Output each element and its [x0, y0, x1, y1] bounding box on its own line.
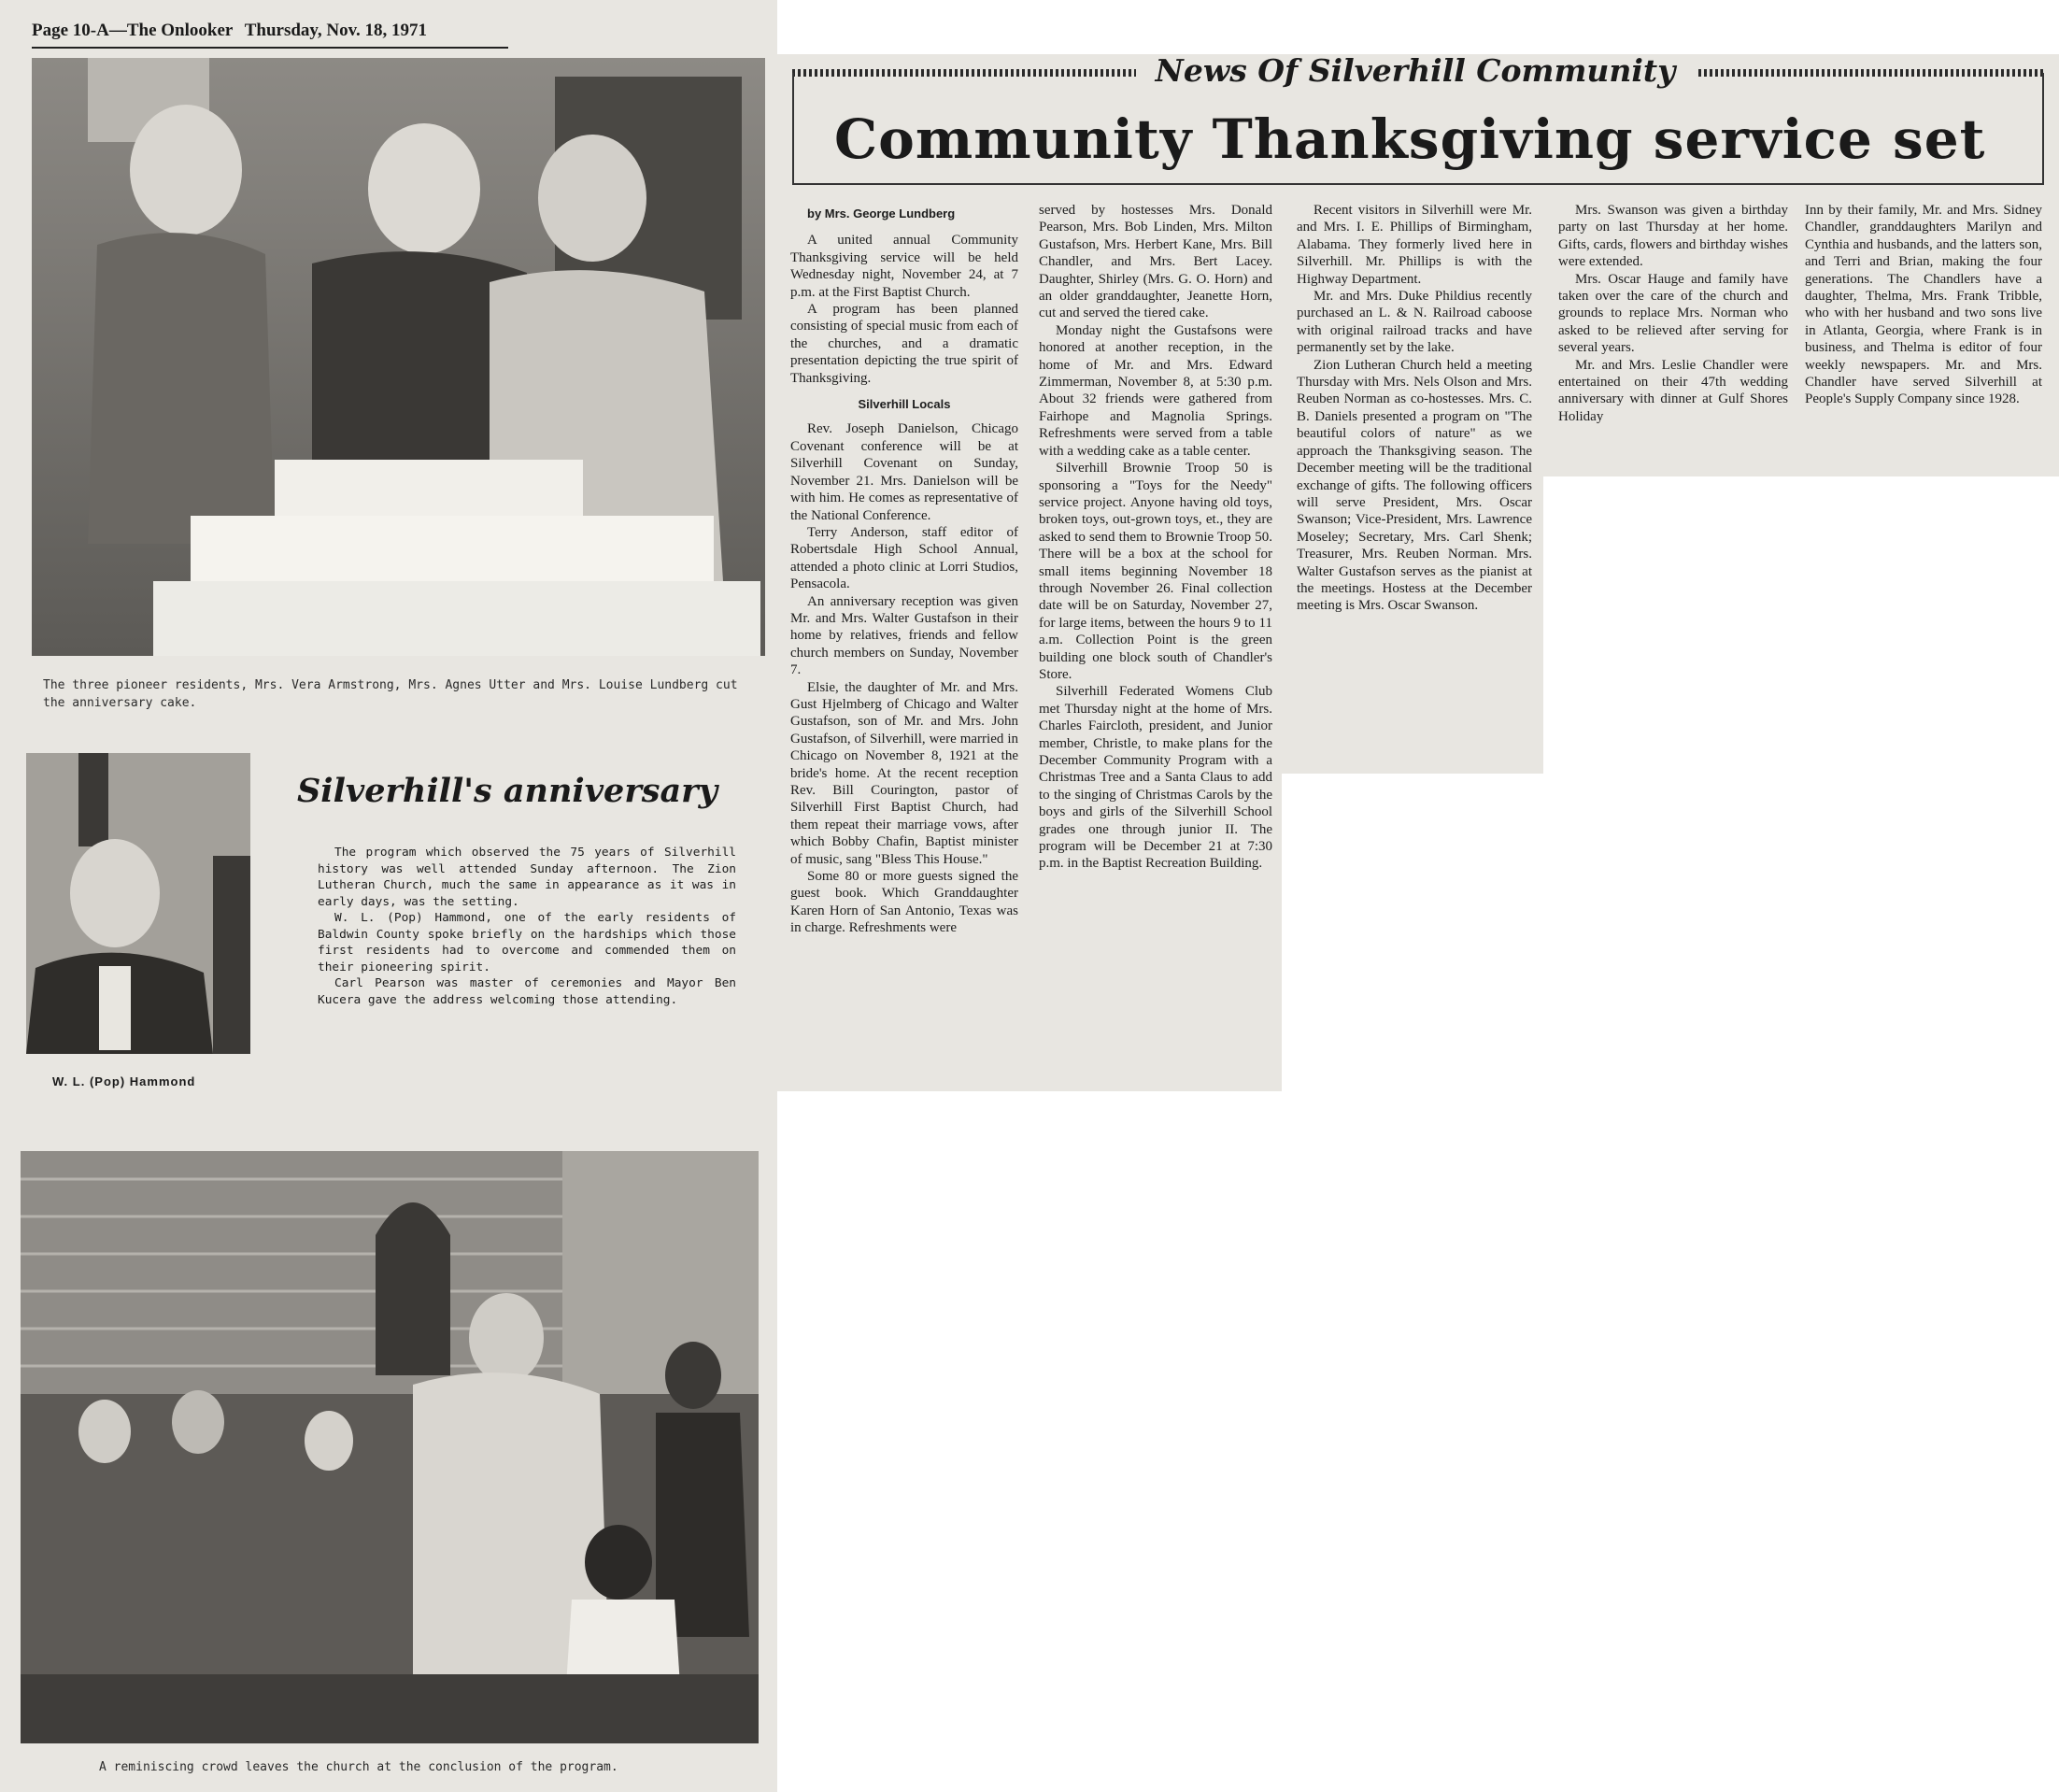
article-column-4: [1558, 202, 1788, 425]
page-number: Page 10-A: [32, 21, 109, 40]
subhead-locals: Silverhill Locals: [858, 397, 951, 412]
article-paragraph: Silverhill Federated Womens Club met Thursday night at the home of Mrs. Charles Faircloth, president, and Junior member, Christle, to make plans for the December Community Program with a Christmas Tree and a Santa Claus to add to the singing of Christmas Carols by the boys and girls of the Silverhill School grades one through junior II. The program will be December 21 at 7:30 p.m. in the Baptist Recreation Building.: [1039, 684, 1272, 872]
article-paragraph: Zion Lutheran Church held a meeting Thursday with Mrs. Nels Olson and Mrs. Reuben Norman as co-hostesses. Mrs. C. B. Daniels presented a program on "The beautiful colors of nature" as we approach the Thanksgiving season. The December meeting will be the traditional exchange of gifts. The following officers will serve President, Mrs. Oscar Swanson; Vice-President, Mrs. Lawrence Moseley; Secretary, Mrs. Carl Shenk; Treasurer, Mrs. Reuben Norman. Mrs. Walter Gustafson serves as the pianist at the meetings. Hostess at the December meeting is Mrs. Oscar Swanson.: [1297, 357, 1532, 614]
anniversary-paragraph: Carl Pearson was master of ceremonies and Mayor Ben Kucera gave the address welcoming those attending.: [318, 976, 736, 1007]
crowd-photo-image: [21, 1151, 759, 1743]
hammond-photo: [26, 753, 250, 1054]
byline: by Mrs. George Lundberg: [807, 206, 956, 220]
anniversary-title: Silverhill's anniversary: [297, 772, 717, 810]
headline: Community Thanksgiving service set: [834, 107, 1986, 171]
section-banner: News Of Silverhill Community: [1155, 52, 1676, 89]
article-column-1: [790, 202, 1018, 937]
article-paragraph: Silverhill Brownie Troop 50 is sponsoring a "Toys for the Needy" service project. Anyone having old toys, broken toys, out-grown toys, et., they are asked to send them to Brownie Troop 50. There will be a box at the school for small items beginning November 18 through November 26. Final collection date will be on Saturday, November 27, for large items, between the hours 9 to 11 a.m. Collection Point is the green building one block south of Chandler's Store.: [1039, 461, 1272, 682]
article-paragraph: Inn by their family, Mr. and Mrs. Sidney Chandler, granddaughters Marilyn and Cynthia and husbands, and the latters son, and Terri and Brian, making the four generations. The Chandlers have a daughter, Thelma, Mrs. Frank Tribble, who with her husband and two sons live in Atlanta, Georgia, where Frank is in business, and Thelma is editor of four weekly newspapers. Mr. and Mrs. Chandler have served Silverhill at People's Supply Company since 1928.: [1805, 203, 2042, 407]
article-column-2: [1039, 202, 1272, 873]
issue-date: Thursday, Nov. 18, 1971: [244, 21, 428, 40]
article-paragraph: Mr. and Mrs. Duke Phildius recently purchased an L. & N. Railroad caboose with original railroad tracks and have permanently set by the lake.: [1297, 289, 1532, 356]
anniversary-paragraph: W. L. (Pop) Hammond, one of the early residents of Baldwin County spoke briefly on the hardships which those first residents had to overcome and commended them on their pioneering spirit.: [318, 911, 736, 974]
article-paragraph: Rev. Joseph Danielson, Chicago Covenant conference will be at Silverhill Covenant on Sunday, November 21. Mrs. Danielson will be with him. He comes as representative of the National Conference.: [790, 421, 1018, 523]
article-paragraph: A united annual Community Thanksgiving service will be held Wednesday night, November 24, at 7 p.m. at the First Baptist Church.: [790, 233, 1018, 300]
cake-photo-caption: The three pioneer residents, Mrs. Vera Armstrong, Mrs. Agnes Utter and Mrs. Louise Lundberg cut the anniversary cake.: [43, 678, 738, 710]
article-paragraph: Monday night the Gustafsons were honored at another reception, in the home of Mr. and Mrs. Edward Zimmerman, November 8, at 5:30 p.m. About 32 friends were gathered from Fairhope and Magnolia Springs. Refreshments were served from a table with a wedding cake as a table center.: [1039, 322, 1272, 459]
article-paragraph: An anniversary reception was given Mr. and Mrs. Walter Gustafson in their home by relatives, friends and fellow church members on Sunday, November 7.: [790, 593, 1018, 678]
paper-name: The Onlooker: [126, 21, 233, 40]
article-paragraph: Mrs. Oscar Hauge and family have taken over the care of the church and grounds to replace Mrs. Norman who asked to be relieved after serving for several years.: [1558, 271, 1788, 356]
article-paragraph: Mr. and Mrs. Leslie Chandler were entertained on their 47th wedding anniversary with dinner at Gulf Shores Holiday: [1558, 357, 1788, 424]
article-column-5: [1805, 202, 2042, 408]
article-paragraph: Recent visitors in Silverhill were Mr. and Mrs. I. E. Phillips of Birmingham, Alabama. They formerly lived here in Silverhill. Mr. Phillips is with the Highway Department.: [1297, 203, 1532, 287]
anniversary-article: [318, 845, 736, 1008]
article-paragraph: Terry Anderson, staff editor of Robertsdale High School Annual, attended a photo clinic at Lorri Studios, Pensacola.: [790, 524, 1018, 592]
hammond-photo-image: [26, 753, 250, 1054]
article-paragraph: Elsie, the daughter of Mr. and Mrs. Gust Hjelmberg of Chicago and Walter Gustafson, son of Mr. and Mrs. John Gustafson, of Silverhill, were married in Chicago on November 8, 1921 at the bride's home. At the recent reception Rev. Bill Courington, pastor of Silverhill First Baptist Church, had them repeat their marriage vows, after which Bobby Chafin, Baptist minister of music, sang "Bless This House.": [790, 679, 1018, 867]
cake-photo-image: [32, 58, 765, 656]
article-paragraph: Some 80 or more guests signed the guest book. Which Granddaughter Karen Horn of San Antonio, Texas was in charge. Refreshments were: [790, 869, 1018, 936]
article-column-3: [1297, 202, 1532, 615]
article-paragraph: A program has been planned consisting of special music from each of the churches, and a dramatic presentation depicting the true spirit of Thanksgiving.: [790, 302, 1018, 386]
crowd-photo-caption: A reminiscing crowd leaves the church at the conclusion of the program.: [99, 1760, 618, 1774]
anniversary-paragraph: The program which observed the 75 years of Silverhill history was well attended Sunday afternoon. The Zion Lutheran Church, much the same in appearance as it was in early days, was the setting.: [318, 846, 736, 909]
article-paragraph: served by hostesses Mrs. Donald Pearson, Mrs. Bob Linden, Mrs. Milton Gustafson, Mrs. Herbert Kane, Mrs. Bill Chandler, and Mrs. Bert Lacey. Daughter, Shirley (Mrs. G. O. Horn) and an older granddaughter, Jeanette Horn, cut and served the tiered cake.: [1039, 203, 1272, 321]
page-header: Page 10-A—The Onlooker Thursday, Nov. 18, 1971: [32, 21, 508, 49]
crowd-photo: [21, 1151, 759, 1743]
hammond-caption: W. L. (Pop) Hammond: [52, 1074, 196, 1088]
cake-photo: [32, 58, 765, 656]
article-paragraph: Mrs. Swanson was given a birthday party on last Thursday at her home. Gifts, cards, flowers and birthday wishes were extended.: [1558, 203, 1788, 270]
